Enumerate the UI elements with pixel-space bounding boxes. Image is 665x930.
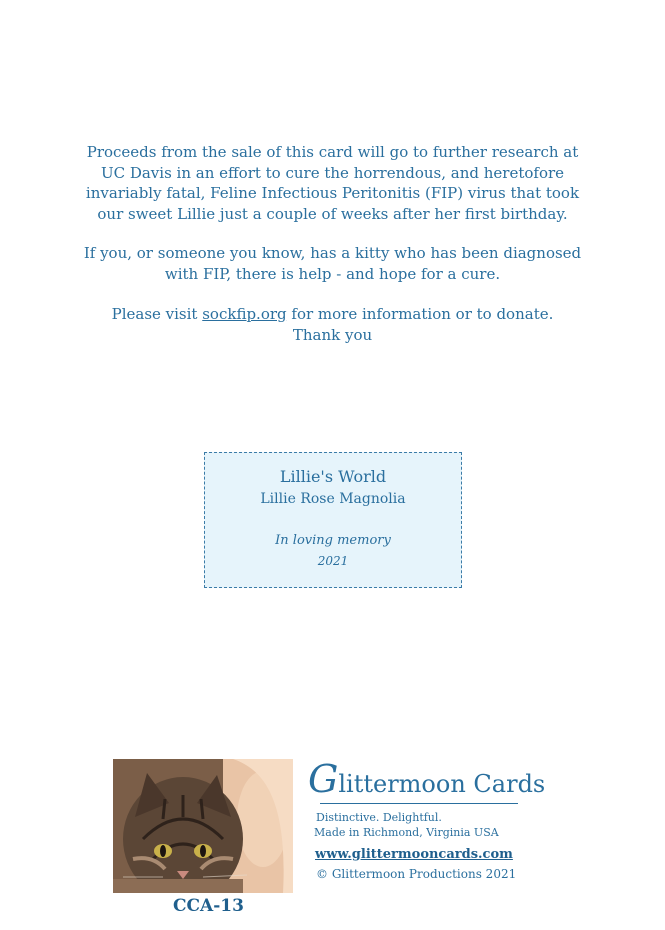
card-sku: CCA-13 — [173, 896, 244, 916]
text-line: our sweet Lillie just a couple of weeks after her first birthday. — [97, 204, 568, 223]
brand-logo — [308, 757, 546, 801]
help-paragraph — [0, 243, 665, 284]
text-line: UC Davis in an effort to cure the horrendous, and heretofore — [100, 163, 565, 182]
brand-name: littermoon Cards — [338, 770, 546, 798]
text-line: invariably fatal, Feline Infectious Peritonitis (FIP) virus that took — [85, 184, 580, 202]
visit-paragraph — [0, 304, 665, 345]
memorial-year: 2021 — [317, 554, 349, 568]
text-line — [0, 304, 665, 325]
sockfip-link[interactable]: sockfip.org — [202, 305, 287, 323]
cat-illustration — [113, 759, 293, 893]
brand-initial: G — [308, 757, 339, 801]
copyright-text: © Glittermoon Productions 2021 — [316, 867, 517, 881]
brand-tagline: Distinctive. Delightful. — [316, 811, 442, 824]
memorial-title: Lillie's World — [279, 467, 387, 486]
text-line: If you, or someone you know, has a kitty who has been diagnosed — [83, 244, 582, 262]
fundraising-paragraph — [0, 142, 665, 224]
text-line: Proceeds from the sale of this card will go to further research at — [86, 143, 579, 161]
visit-suffix: for more information or to donate. — [286, 305, 554, 323]
cat-photo — [113, 759, 293, 893]
visit-prefix: Please visit — [111, 305, 203, 323]
brand-underline — [320, 803, 518, 804]
thank-you-text: Thank you — [292, 325, 373, 344]
website-link[interactable]: www.glittermooncards.com — [315, 847, 513, 862]
memorial-dedication: In loving memory — [275, 533, 391, 548]
text-line: with FIP, there is help - and hope for a cure. — [164, 264, 501, 283]
made-in-text: Made in Richmond, Virginia USA — [314, 826, 499, 839]
memorial-box — [204, 452, 462, 588]
memorial-name: Lillie Rose Magnolia — [260, 491, 406, 507]
